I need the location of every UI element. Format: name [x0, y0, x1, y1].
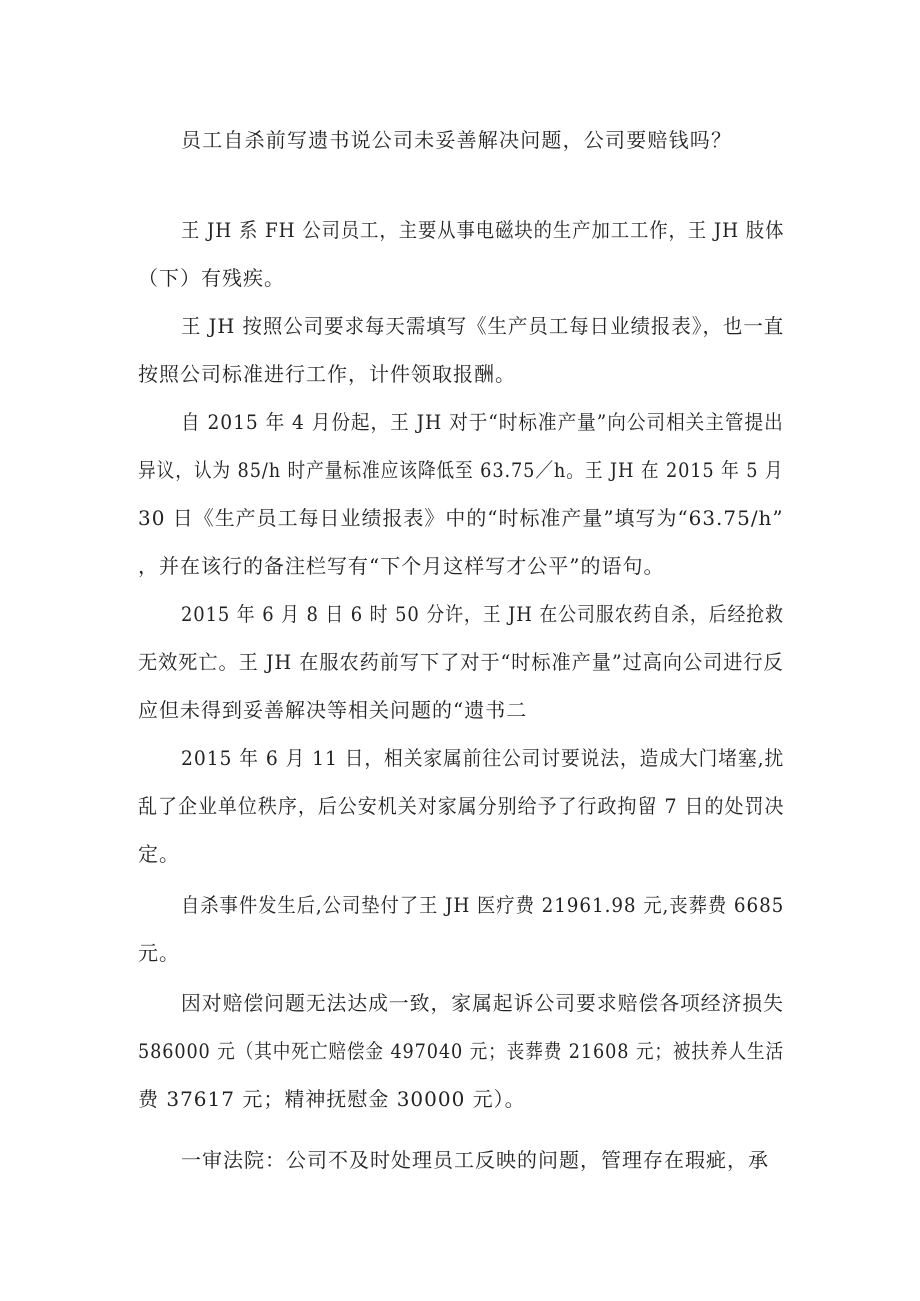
- paragraph-5-line-2: 乱了企业单位秩序，后公安机关对家属分别给予了行政拘留 7 日的处罚决: [138, 794, 785, 818]
- paragraph-8-line-1: 一审法院：公司不及时处理员工反映的问题，管理存在瑕疵，承: [181, 1148, 769, 1172]
- paragraph-1-line-1: 王 JH 系 FH 公司员工，主要从事电磁块的生产加工工作，王 JH 肢体: [181, 218, 785, 242]
- paragraph-2-line-1: 王 JH 按照公司要求每天需填写《生产员工每日业绩报表》，也一直: [181, 314, 785, 338]
- paragraph-1-line-2: （下）有残疾。: [138, 266, 285, 290]
- paragraph-4-line-3: 应但未得到妥善解决等相关问题的“遗书二: [138, 698, 528, 722]
- paragraph-7-line-2: 586000 元（其中死亡赔偿金 497040 元；丧葬费 21608 元；被扶养人生活: [138, 1039, 785, 1063]
- paragraph-4-line-2: 无效死亡。王 JH 在服农药前写下了对于“时标准产量”过高向公司进行反: [138, 650, 784, 674]
- paragraph-3-line-2: 异议，认为 85/h 时产量标准应该降低至 63.75／h。王 JH 在 2015 年 5 月: [138, 458, 784, 482]
- paragraph-2-line-2: 按照公司标准进行工作，计件领取报酬。: [138, 362, 516, 386]
- paragraph-3-line-1: 自 2015 年 4 月份起，王 JH 对于“时标准产量”向公司相关主管提出: [181, 410, 784, 434]
- paragraph-4-line-1: 2015 年 6 月 8 日 6 时 50 分许，王 JH 在公司服农药自杀，后经抢救: [181, 602, 784, 626]
- paragraph-7-line-1: 因对赔偿问题无法达成一致，家属起诉公司要求赔偿各项经济损失: [181, 991, 784, 1015]
- paragraph-6-line-1: 自杀事件发生后,公司垫付了王 JH 医疗费 21961.98 元,丧葬费 6685: [181, 893, 785, 917]
- paragraph-5-line-3: 定。: [138, 842, 180, 866]
- paragraph-7-line-3: 费 37617 元；精神抚慰金 30000 元）。: [138, 1087, 526, 1111]
- paragraph-5-line-1: 2015 年 6 月 11 日，相关家属前往公司讨要说法，造成大门堵塞,扰: [181, 746, 785, 770]
- paragraph-3-line-4: ，并在该行的备注栏写有“下个月这样写才公平”的语句。: [138, 554, 665, 578]
- paragraph-6-line-2: 元。: [138, 941, 180, 965]
- document-title: 员工自杀前写遗书说公司未妥善解决问题，公司要赔钱吗？: [181, 128, 733, 152]
- paragraph-3-line-3: 30 日《生产员工每日业绩报表》中的“时标准产量”填写为“63.75/h”: [138, 506, 784, 530]
